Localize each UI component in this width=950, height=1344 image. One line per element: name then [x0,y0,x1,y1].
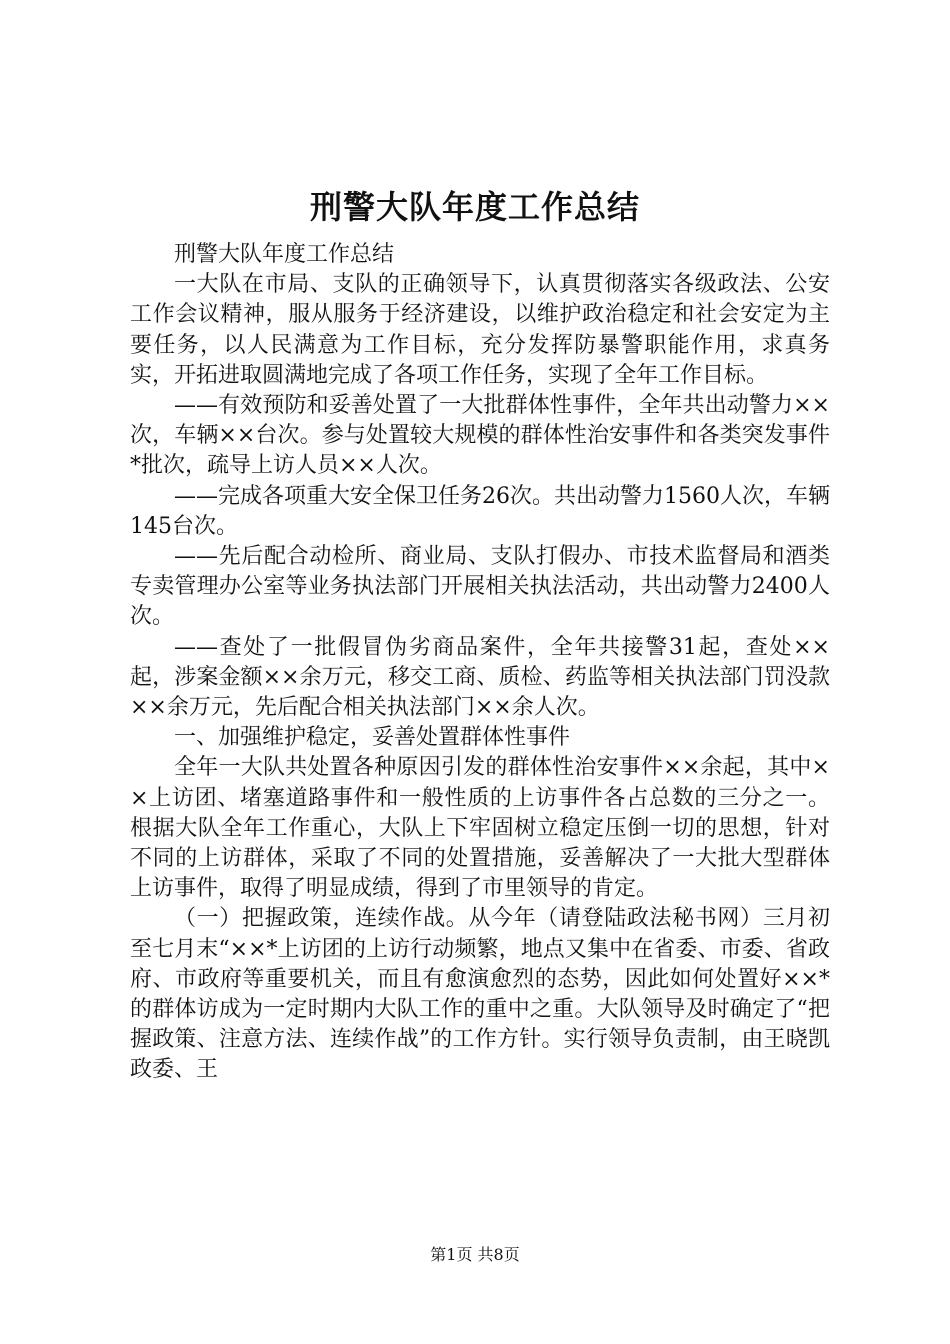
paragraph-subsection-1: （一）把握政策，连续作战。从今年（请登陆政法秘书网）三月初至七月末“××*上访团的上访行动频繁，地点又集中在省委、市委、省政府、市政府等重要机关，而且有愈演愈烈的态势，因此如何处置好××*的群体访成为一定时期内大队工作的重中之重。大队领导及时确定了“把握政策、注意方法、连续作战”的工作方针。实行领导负责制，由王晓凯政委、王 [130,906,830,1083]
section-heading-1: 一、加强维护稳定，妥善处置群体性事件 [174,725,571,751]
paragraph-subtitle: 刑警大队年度工作总结 [174,242,395,267]
paragraph-item-4: ——查处了一批假冒伪劣商品案件，全年共接警31起，查处××起，涉案金额××余万元，移交工商、质检、药监等相关执法部门罚没款××余万元，先后配合相关执法部门××余人次。 [130,634,830,721]
page-footer: 第1页 共8页 [430,1245,520,1264]
document-body [130,240,830,1086]
document-title: 刑警大队年度工作总结 [309,188,640,226]
paragraph-item-2: ——完成各项重大安全保卫任务26次。共出动警力1560人次，车辆145台次。 [130,483,830,539]
paragraph-item-3: ——先后配合动检所、商业局、支队打假办、市技术监督局和酒类专卖管理办公室等业务执法部门开展相关执法活动，共出动警力2400人次。 [130,544,830,630]
paragraph-section-1: 全年一大队共处置各种原因引发的群体性治安事件××余起，其中××上访团、堵塞道路事件和一般性质的上访事件各占总数的三分之一。根据大队全年工作重心，大队上下牢固树立稳定压倒一切的思想，针对不同的上访群体，采取了不同的处置措施，妥善解决了一大批大型群体上访事件，取得了明显成绩，得到了市里领导的肯定。 [130,755,830,902]
paragraph-intro: 一大队在市局、支队的正确领导下，认真贯彻落实各级政法、公安工作会议精神，服从服务于经济建设，以维护政治稳定和社会安定为主要任务，以人民满意为工作目标，充分发挥防暴警职能作用，求真务实，开拓进取圆满地完成了各项工作任务，实现了全年工作目标。 [130,272,830,388]
paragraph-item-1: ——有效预防和妥善处置了一大批群体性事件，全年共出动警力××次，车辆××台次。参与处置较大规模的群体性治安事件和各类突发事件*批次，疏导上访人员××人次。 [130,393,830,479]
